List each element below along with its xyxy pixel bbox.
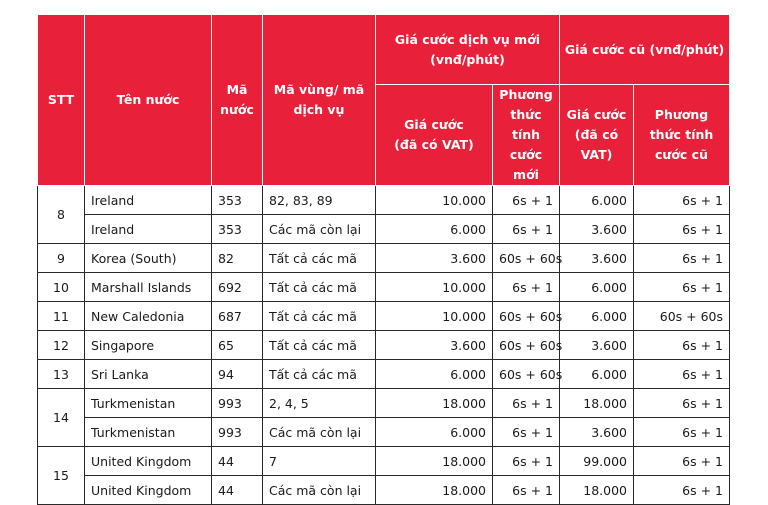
area-code-cell: Các mã còn lại <box>263 418 376 447</box>
table-row <box>38 447 730 476</box>
area-code-cell: 82, 83, 89 <box>263 186 376 215</box>
table-row <box>38 302 730 331</box>
old-method-cell: 6s + 1 <box>634 476 730 505</box>
header-new-rate-line1: Giá cước dịch vụ mới <box>394 31 541 47</box>
new-price-cell: 18.000 <box>376 476 493 505</box>
country-cell: Singapore <box>85 331 212 360</box>
old-method-cell: 6s + 1 <box>634 331 730 360</box>
country-code-cell: 993 <box>212 389 263 418</box>
new-price-cell: 18.000 <box>376 447 493 476</box>
old-method-cell: 60s + 60s <box>634 302 730 331</box>
old-method-cell: 6s + 1 <box>634 215 730 244</box>
old-price-cell: 6.000 <box>560 186 634 215</box>
country-cell: Marshall Islands <box>85 273 212 302</box>
header-new-method <box>493 85 560 186</box>
table-row <box>38 215 730 244</box>
table-row <box>38 418 730 447</box>
new-method-cell: 6s + 1 <box>493 418 560 447</box>
country-code-cell: 44 <box>212 447 263 476</box>
country-cell: New Caledonia <box>85 302 212 331</box>
old-price-cell: 6.000 <box>560 360 634 389</box>
old-price-cell: 99.000 <box>560 447 634 476</box>
area-code-cell: Tất cả các mã <box>263 331 376 360</box>
country-code-cell: 687 <box>212 302 263 331</box>
header-old-price-line2: (đã có VAT) <box>574 127 619 162</box>
header-old-price <box>560 85 634 186</box>
new-price-cell: 6.000 <box>376 215 493 244</box>
country-code-cell: 82 <box>212 244 263 273</box>
header-country-code <box>212 15 263 186</box>
old-price-cell: 18.000 <box>560 476 634 505</box>
new-price-cell: 10.000 <box>376 273 493 302</box>
rate-table <box>37 14 730 505</box>
old-price-cell: 6.000 <box>560 302 634 331</box>
stt-cell: 9 <box>38 244 85 273</box>
country-code-cell: 353 <box>212 186 263 215</box>
table-row <box>38 186 730 215</box>
country-code-cell: 94 <box>212 360 263 389</box>
old-price-cell: 6.000 <box>560 273 634 302</box>
old-method-cell: 6s + 1 <box>634 244 730 273</box>
country-code-cell: 353 <box>212 215 263 244</box>
country-code-cell: 692 <box>212 273 263 302</box>
old-method-cell: 6s + 1 <box>634 447 730 476</box>
stt-cell: 10 <box>38 273 85 302</box>
stt-cell: 13 <box>38 360 85 389</box>
old-method-cell: 6s + 1 <box>634 389 730 418</box>
table-row <box>38 273 730 302</box>
header-new-price-line2: (đã có VAT) <box>394 137 474 152</box>
country-cell: Sri Lanka <box>85 360 212 389</box>
table-row <box>38 331 730 360</box>
header-new-method-line3: cước mới <box>509 147 543 182</box>
area-code-cell: Các mã còn lại <box>263 476 376 505</box>
area-code-cell: Tất cả các mã <box>263 273 376 302</box>
header-new-rate-line2: (vnđ/phút) <box>430 51 505 67</box>
country-cell: Turkmenistan <box>85 418 212 447</box>
table-row <box>38 476 730 505</box>
country-code-cell: 44 <box>212 476 263 505</box>
header-new-rate-group <box>376 15 560 85</box>
new-method-cell: 60s + 60s <box>493 302 560 331</box>
new-method-cell: 6s + 1 <box>493 476 560 505</box>
header-new-price <box>376 85 493 186</box>
header-old-price-line1: Giá cước <box>566 107 627 122</box>
old-price-cell: 3.600 <box>560 331 634 360</box>
header-stt: STT <box>38 15 85 186</box>
header-old-method <box>634 85 730 186</box>
new-method-cell: 60s + 60s <box>493 331 560 360</box>
old-price-cell: 3.600 <box>560 244 634 273</box>
old-method-cell: 6s + 1 <box>634 360 730 389</box>
new-method-cell: 6s + 1 <box>493 389 560 418</box>
old-price-cell: 3.600 <box>560 215 634 244</box>
country-cell: Ireland <box>85 186 212 215</box>
country-code-cell: 993 <box>212 418 263 447</box>
header-old-method-line3: cước cũ <box>655 147 708 162</box>
new-method-cell: 6s + 1 <box>493 447 560 476</box>
area-code-cell: 7 <box>263 447 376 476</box>
header-new-price-line1: Giá cước <box>404 117 464 132</box>
country-cell: United Kingdom <box>85 476 212 505</box>
area-code-cell: Tất cả các mã <box>263 244 376 273</box>
old-price-cell: 18.000 <box>560 389 634 418</box>
stt-cell: 11 <box>38 302 85 331</box>
header-new-method-line2: thức tính <box>510 107 542 142</box>
header-old-method-line1: Phương <box>654 107 709 122</box>
header-country-code-line2: nước <box>220 102 254 117</box>
new-method-cell: 60s + 60s <box>493 360 560 389</box>
stt-cell: 12 <box>38 331 85 360</box>
header-old-method-line2: thức tính <box>649 127 714 142</box>
new-price-cell: 3.600 <box>376 331 493 360</box>
new-price-cell: 18.000 <box>376 389 493 418</box>
area-code-cell: Các mã còn lại <box>263 215 376 244</box>
new-method-cell: 6s + 1 <box>493 186 560 215</box>
new-method-cell: 6s + 1 <box>493 273 560 302</box>
country-cell: Ireland <box>85 215 212 244</box>
table-row <box>38 244 730 273</box>
stt-cell: 14 <box>38 389 85 447</box>
new-price-cell: 10.000 <box>376 302 493 331</box>
new-price-cell: 10.000 <box>376 186 493 215</box>
country-code-cell: 65 <box>212 331 263 360</box>
area-code-cell: Tất cả các mã <box>263 302 376 331</box>
new-method-cell: 60s + 60s <box>493 244 560 273</box>
new-price-cell: 3.600 <box>376 244 493 273</box>
header-area-code <box>263 15 376 186</box>
country-cell: Korea (South) <box>85 244 212 273</box>
area-code-cell: Tất cả các mã <box>263 360 376 389</box>
header-old-rate-group: Giá cước cũ (vnđ/phút) <box>560 15 730 85</box>
header-area-code-line1: Mã vùng/ mã <box>273 82 365 97</box>
table-row <box>38 360 730 389</box>
header-country-code-line1: Mã <box>226 82 248 97</box>
stt-cell: 8 <box>38 186 85 244</box>
header-area-code-line2: dịch vụ <box>293 102 345 117</box>
old-method-cell: 6s + 1 <box>634 273 730 302</box>
new-price-cell: 6.000 <box>376 418 493 447</box>
country-cell: United Kingdom <box>85 447 212 476</box>
new-price-cell: 6.000 <box>376 360 493 389</box>
country-cell: Turkmenistan <box>85 389 212 418</box>
table-row <box>38 389 730 418</box>
old-method-cell: 6s + 1 <box>634 418 730 447</box>
old-method-cell: 6s + 1 <box>634 186 730 215</box>
old-price-cell: 3.600 <box>560 418 634 447</box>
stt-cell: 15 <box>38 447 85 505</box>
header-new-method-line1: Phương <box>499 87 553 102</box>
new-method-cell: 6s + 1 <box>493 215 560 244</box>
area-code-cell: 2, 4, 5 <box>263 389 376 418</box>
header-country: Tên nước <box>85 15 212 186</box>
